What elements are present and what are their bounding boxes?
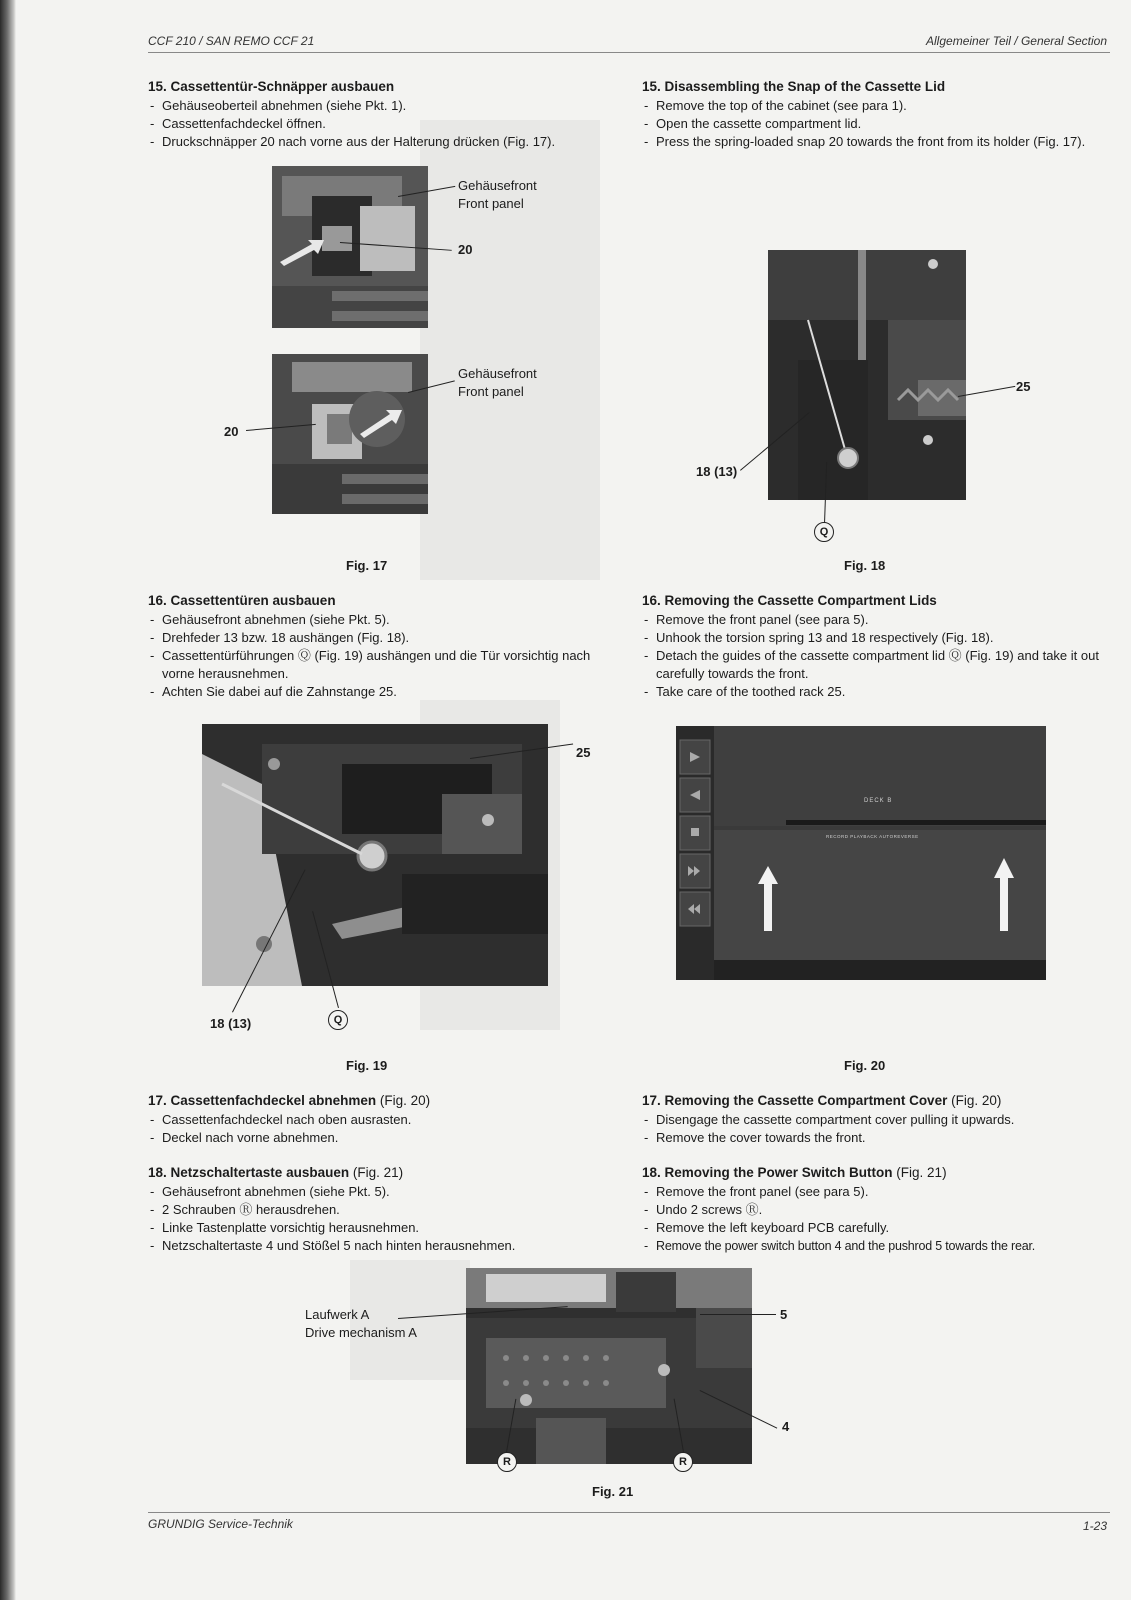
section-17-en bbox=[642, 1092, 1102, 1147]
section-15-de bbox=[148, 78, 608, 151]
fig17-top-label-de: Gehäusefront bbox=[458, 178, 537, 193]
list-item: - Remove the front panel (see para 5). bbox=[642, 1183, 1112, 1201]
section-17-de bbox=[148, 1092, 608, 1147]
header-rule bbox=[148, 52, 1110, 53]
section-18-de bbox=[148, 1164, 608, 1255]
section-17-en-title: 17. Removing the Cassette Compartment Cover (Fig. 20) bbox=[642, 1093, 1002, 1108]
section-16-en-title: 16. Removing the Cassette Compartment Lids bbox=[642, 593, 937, 608]
fig18-caption: Fig. 18 bbox=[844, 558, 886, 573]
fig21-callout-r2: R bbox=[673, 1452, 693, 1472]
list-item: - Gehäusefront abnehmen (siehe Pkt. 5). bbox=[148, 611, 608, 629]
list-item: - Cassettentürführungen Ⓠ (Fig. 19) aushängen und die Tür vorsichtig nach vorne herausnehmen. bbox=[148, 647, 608, 683]
list-item: - Linke Tastenplatte vorsichtig herausnehmen. bbox=[148, 1219, 608, 1237]
fig21-leader-5 bbox=[700, 1314, 776, 1315]
section-16-de-list bbox=[148, 611, 608, 701]
section-17-de-title: 17. Cassettenfachdeckel abnehmen (Fig. 20) bbox=[148, 1093, 431, 1108]
fig21-callout-5: 5 bbox=[780, 1307, 788, 1322]
header-left: CCF 210 / SAN REMO CCF 21 bbox=[148, 34, 315, 48]
section-18-en-title: 18. Removing the Power Switch Button (Fig. 21) bbox=[642, 1165, 947, 1180]
footer-left: GRUNDIG Service-Technik bbox=[148, 1517, 293, 1531]
list-item: - Cassettenfachdeckel nach oben ausrasten. bbox=[148, 1111, 608, 1129]
fig19-photo bbox=[202, 724, 548, 986]
header-right: Allgemeiner Teil / General Section bbox=[926, 34, 1107, 48]
fig17-bottom-photo bbox=[272, 354, 428, 514]
list-item: - Detach the guides of the cassette compartment lid Ⓠ (Fig. 19) and take it out carefully towards the front. bbox=[642, 647, 1102, 683]
list-item: - Druckschnäpper 20 nach vorne aus der Halterung drücken (Fig. 17). bbox=[148, 133, 608, 151]
section-18-de-title: 18. Netzschaltertaste ausbauen (Fig. 21) bbox=[148, 1165, 404, 1180]
section-15-en-title: 15. Disassembling the Snap of the Cassette Lid bbox=[642, 79, 946, 94]
list-item: - Cassettenfachdeckel öffnen. bbox=[148, 115, 608, 133]
fig19-caption: Fig. 19 bbox=[346, 1058, 388, 1073]
fig21-callout-4: 4 bbox=[782, 1419, 790, 1434]
fig21-label-de: Laufwerk A bbox=[305, 1307, 370, 1322]
list-item: - Netzschaltertaste 4 und Stößel 5 nach hinten herausnehmen. bbox=[148, 1237, 608, 1255]
section-15-de-list bbox=[148, 97, 608, 151]
list-item: - Remove the front panel (see para 5). bbox=[642, 611, 1102, 629]
list-item: - Gehäusefront abnehmen (siehe Pkt. 5). bbox=[148, 1183, 608, 1201]
fig17-top-callout-20: 20 bbox=[458, 242, 473, 257]
list-item: - Deckel nach vorne abnehmen. bbox=[148, 1129, 608, 1147]
fig17-bottom-callout-20: 20 bbox=[224, 424, 239, 439]
section-18-de-list bbox=[148, 1183, 608, 1255]
section-15-en bbox=[642, 78, 1102, 151]
fig19-callout-25: 25 bbox=[576, 745, 591, 760]
fig18-callout-25: 25 bbox=[1016, 379, 1031, 394]
list-item: - Undo 2 screws Ⓡ. bbox=[642, 1201, 1112, 1219]
list-item: - Remove the power switch button 4 and the pushrod 5 towards the rear. bbox=[642, 1237, 1112, 1255]
section-15-de-title: 15. Cassettentür-Schnäpper ausbauen bbox=[148, 79, 395, 94]
fig18-photo bbox=[768, 250, 966, 500]
fig21-caption: Fig. 21 bbox=[592, 1484, 634, 1499]
section-16-de-title: 16. Cassettentüren ausbauen bbox=[148, 593, 336, 608]
fig21-label-en: Drive mechanism A bbox=[305, 1325, 417, 1340]
fig19-callout-q: Q bbox=[328, 1010, 348, 1030]
fig17-caption: Fig. 17 bbox=[346, 558, 388, 573]
list-item: - Take care of the toothed rack 25. bbox=[642, 683, 1102, 701]
section-16-en bbox=[642, 592, 1102, 701]
list-item: - Remove the top of the cabinet (see para 1). bbox=[642, 97, 1102, 115]
list-item: - Unhook the torsion spring 13 and 18 respectively (Fig. 18). bbox=[642, 629, 1102, 647]
section-15-en-list bbox=[642, 97, 1102, 151]
list-item: - Gehäuseoberteil abnehmen (siehe Pkt. 1). bbox=[148, 97, 608, 115]
fig17-bottom-label-en: Front panel bbox=[458, 384, 524, 399]
fig17-top-label-en: Front panel bbox=[458, 196, 524, 211]
page-binding-edge bbox=[0, 0, 16, 1600]
fig20-photo bbox=[676, 726, 1046, 980]
section-18-en-list bbox=[642, 1183, 1112, 1255]
fig19-callout-18: 18 (13) bbox=[210, 1016, 252, 1031]
fig20-deck-label: DECK B bbox=[864, 798, 893, 804]
fig17-bottom-label-de: Gehäusefront bbox=[458, 366, 537, 381]
fig20-strip-label: RECORD PLAYBACK AUTOREVERSE bbox=[826, 834, 919, 839]
section-16-en-list bbox=[642, 611, 1102, 701]
list-item: - Remove the left keyboard PCB carefully. bbox=[642, 1219, 1112, 1237]
fig18-callout-18: 18 (13) bbox=[696, 464, 738, 479]
footer-right: 1-23 bbox=[1082, 1519, 1107, 1533]
list-item: - Press the spring-loaded snap 20 towards the front from its holder (Fig. 17). bbox=[642, 133, 1102, 151]
list-item: - Achten Sie dabei auf die Zahnstange 25. bbox=[148, 683, 608, 701]
list-item: - Open the cassette compartment lid. bbox=[642, 115, 1102, 133]
fig21-callout-r1: R bbox=[497, 1452, 517, 1472]
fig20-caption: Fig. 20 bbox=[844, 1058, 886, 1073]
list-item: - Remove the cover towards the front. bbox=[642, 1129, 1102, 1147]
list-item: - Disengage the cassette compartment cover pulling it upwards. bbox=[642, 1111, 1102, 1129]
section-17-en-list bbox=[642, 1111, 1102, 1147]
fig18-leader-25 bbox=[958, 386, 1015, 397]
section-18-en bbox=[642, 1164, 1112, 1255]
fig18-callout-q: Q bbox=[814, 522, 834, 542]
footer-rule bbox=[148, 1512, 1110, 1513]
list-item: - Drehfeder 13 bzw. 18 aushängen (Fig. 18). bbox=[148, 629, 608, 647]
section-17-de-list bbox=[148, 1111, 608, 1147]
list-item: - 2 Schrauben Ⓡ herausdrehen. bbox=[148, 1201, 608, 1219]
section-16-de bbox=[148, 592, 608, 701]
